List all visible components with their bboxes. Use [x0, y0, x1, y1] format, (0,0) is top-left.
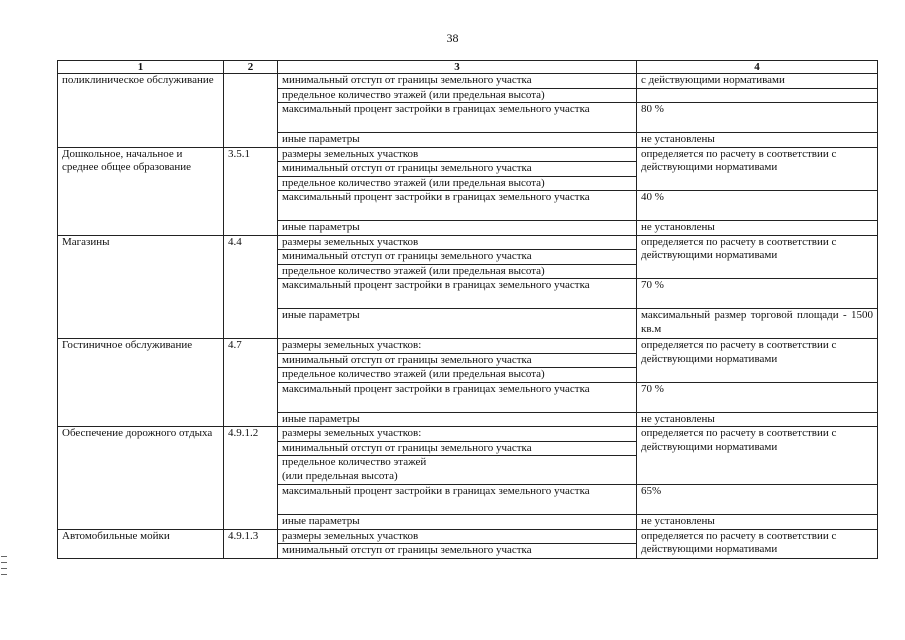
table-row: [58, 427, 878, 442]
parameter-cell: иные параметры: [278, 412, 637, 427]
table-row: [58, 529, 878, 544]
parameter-cell: минимальный отступ от границы земельного участка: [278, 544, 637, 559]
column-header-2: 2: [224, 61, 278, 74]
value-cell: не установлены: [637, 133, 878, 148]
header-row: [58, 61, 878, 74]
parameter-cell: максимальный процент застройки в границах земельного участка: [278, 191, 637, 221]
parameter-cell: минимальный отступ от границы земельного участка: [278, 250, 637, 265]
use-code-cell: 4.9.1.2: [224, 427, 278, 530]
value-cell: не установлены: [637, 412, 878, 427]
margin-mark: [1, 562, 7, 563]
value-cell: максимальный размер торговой площади - 1500 кв.м: [637, 309, 878, 339]
value-cell: определяется по расчету в соответствии с действующими нормативами: [637, 235, 878, 279]
value-cell: определяется по расчету в соответствии с действующими нормативами: [637, 529, 878, 558]
regulations-table: [57, 60, 878, 559]
value-cell: не установлены: [637, 221, 878, 236]
table-row: [58, 147, 878, 162]
column-header-3: 3: [278, 61, 637, 74]
value-cell: [637, 88, 878, 103]
use-code-cell: 4.7: [224, 339, 278, 427]
margin-mark: [1, 556, 7, 557]
value-cell: 40 %: [637, 191, 878, 221]
value-cell: 80 %: [637, 103, 878, 133]
parameter-cell: предельное количество этажей (или предельная высота): [278, 88, 637, 103]
parameter-cell: максимальный процент застройки в границах земельного участка: [278, 485, 637, 515]
parameter-cell: размеры земельных участков:: [278, 427, 637, 442]
parameter-cell: минимальный отступ от границы земельного участка: [278, 162, 637, 177]
parameter-cell: минимальный отступ от границы земельного участка: [278, 74, 637, 89]
parameter-cell: предельное количество этажей (или предельная высота): [278, 368, 637, 383]
use-code-cell: 3.5.1: [224, 147, 278, 235]
value-cell: определяется по расчету в соответствии с действующими нормативами: [637, 339, 878, 383]
parameter-cell: иные параметры: [278, 221, 637, 236]
parameter-cell: иные параметры: [278, 309, 637, 339]
column-header-1: 1: [58, 61, 224, 74]
parameter-cell: размеры земельных участков: [278, 529, 637, 544]
value-cell: 70 %: [637, 279, 878, 309]
value-cell: с действующими нормативами: [637, 74, 878, 89]
parameter-cell: минимальный отступ от границы земельного участка: [278, 353, 637, 368]
column-header-4: 4: [637, 61, 878, 74]
use-name-cell: Автомобильные мойки: [58, 529, 224, 558]
value-cell: определяется по расчету в соответствии с действующими нормативами: [637, 427, 878, 485]
page-number: 38: [446, 31, 459, 45]
use-name-cell: Дошкольное, начальное и среднее общее образование: [58, 147, 224, 235]
parameter-cell: размеры земельных участков: [278, 235, 637, 250]
parameter-cell: предельное количество этажей (или предельная высота): [278, 176, 637, 191]
parameter-cell: минимальный отступ от границы земельного участка: [278, 441, 637, 456]
table-row: [58, 339, 878, 354]
margin-marks: [1, 556, 7, 582]
value-cell: определяется по расчету в соответствии с действующими нормативами: [637, 147, 878, 191]
parameter-line: предельное количество этажей: [282, 456, 427, 468]
margin-mark: [1, 568, 7, 569]
parameter-cell: размеры земельных участков:: [278, 339, 637, 354]
parameter-cell: максимальный процент застройки в границах земельного участка: [278, 382, 637, 412]
value-cell: 70 %: [637, 382, 878, 412]
use-name-cell: Гостиничное обслуживание: [58, 339, 224, 427]
table-row: [58, 235, 878, 250]
parameter-cell: предельное количество этажей (или предельная высота): [278, 264, 637, 279]
value-cell: 65%: [637, 485, 878, 515]
parameter-cell: иные параметры: [278, 515, 637, 530]
parameter-cell: [278, 456, 637, 485]
use-code-cell: 4.9.1.3: [224, 529, 278, 558]
use-code-cell: [224, 74, 278, 148]
parameter-cell: максимальный процент застройки в границах земельного участка: [278, 279, 637, 309]
table-row: [58, 74, 878, 89]
use-name-cell: Магазины: [58, 235, 224, 339]
use-code-cell: 4.4: [224, 235, 278, 339]
parameter-cell: иные параметры: [278, 133, 637, 148]
parameter-line: (или предельная высота): [282, 469, 398, 482]
value-cell: не установлены: [637, 515, 878, 530]
use-name-cell: поликлиническое обслуживание: [58, 74, 224, 148]
parameter-cell: размеры земельных участков: [278, 147, 637, 162]
parameter-cell: максимальный процент застройки в границах земельного участка: [278, 103, 637, 133]
use-name-cell: Обеспечение дорожного отдыха: [58, 427, 224, 530]
margin-mark: [1, 574, 7, 575]
